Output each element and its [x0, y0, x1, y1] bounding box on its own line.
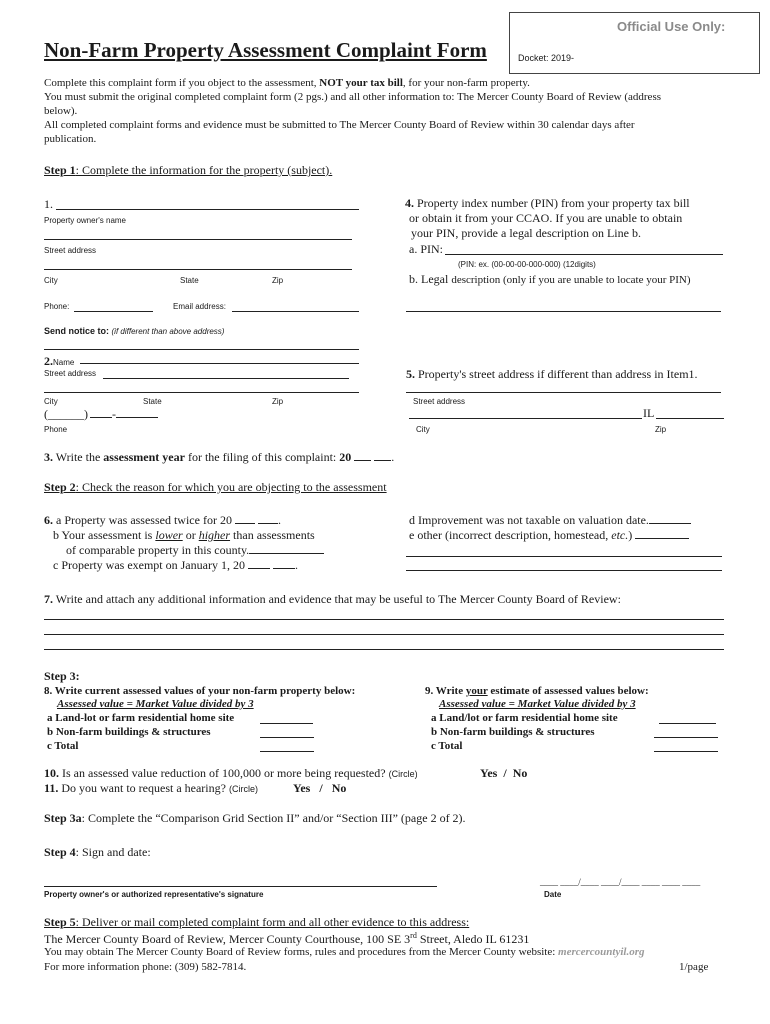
info-phone: For more information phone: (309) 582-7814. [44, 961, 247, 973]
property-street-label: Street address [413, 397, 466, 406]
item9-note: Assessed value = Market Value divided by 3 [439, 698, 636, 710]
pin-field[interactable] [445, 254, 723, 255]
item7-line-1[interactable] [44, 619, 724, 620]
owner-name-field[interactable] [56, 209, 359, 210]
date-label: Date [544, 890, 562, 899]
item9-total-label: c Total [431, 740, 463, 752]
official-use-title: Official Use Only: [617, 19, 726, 34]
item6-e-line-1[interactable] [406, 556, 722, 557]
docket-label: Docket: 2019- [518, 53, 575, 63]
item9-buildings-label: b Non-farm buildings & structures [431, 726, 595, 738]
property-state-il: IL [643, 406, 655, 420]
notice-name-field[interactable] [80, 363, 359, 364]
item8-total-field[interactable] [260, 751, 314, 752]
owner-city-label: City [44, 276, 58, 285]
notice-phone-area[interactable]: (______) [44, 407, 88, 421]
owner-name-label: Property owner's name [44, 216, 127, 225]
signature-field[interactable] [44, 886, 437, 887]
intro-line-1: Complete this complaint form if you object to the assessment, NOT your tax bill, for your non-farm property. [44, 77, 530, 89]
pin-example: (PIN: ex. (00-00-00-000-000) (12digits) [458, 260, 596, 269]
item4-line-2: or obtain it from your CCAO. If you are unable to obtain [409, 211, 683, 225]
property-street-field[interactable] [409, 418, 642, 419]
item6-b-cont: of comparable property in this county. [66, 543, 324, 558]
item9-total-field[interactable] [654, 751, 718, 752]
item9-land-label: a Land/lot or farm residential home site [431, 712, 618, 724]
item7-label: 7. Write and attach any additional information and evidence that may be useful to The Mercer County Board of Review: [44, 592, 621, 606]
send-notice-label: Send notice to: (if different than above address) [44, 326, 225, 336]
date-field[interactable]: ____ ____/____ ____/____ ____ ____ ____ [540, 877, 701, 887]
intro-line-4: All completed complaint forms and evidence must be submitted to The Mercer County Board of Review within 30 calendar days after [44, 119, 635, 131]
notice-zip-label: Zip [272, 397, 284, 406]
item6-a[interactable]: 6. a Property was assessed twice for 20 . [44, 513, 281, 527]
intro-line-2: You must submit the original completed complaint form (2 pgs.) and all other information to: The Mercer County Board of Review (address [44, 91, 662, 103]
item10-question: 10. Is an assessed value reduction of 100,000 or more being requested? (Circle) [44, 766, 418, 780]
item6-b[interactable]: b Your assessment is lower or higher than assessments [53, 528, 315, 542]
step1-heading: Step 1: Complete the information for the property (subject). [44, 163, 333, 177]
notice-city-field[interactable] [44, 392, 359, 393]
owner-city-state-zip-field[interactable] [44, 269, 352, 270]
notice-street-field[interactable] [103, 378, 349, 379]
owner-phone-label: Phone: [44, 302, 70, 311]
item9-land-field[interactable] [659, 723, 716, 724]
step5-heading: Step 5: Deliver or mail completed complaint form and all other evidence to this address: [44, 915, 470, 929]
item6-e-line-2[interactable] [406, 570, 722, 571]
notice-street-label: Street address [44, 369, 97, 378]
item11-question: 11. Do you want to request a hearing? (Circle) [44, 781, 258, 795]
signature-label: Property owner's or authorized representative's signature [44, 890, 264, 899]
item3-assessment-year: 3. Write the assessment year for the filing of this complaint: 20 . [44, 450, 395, 464]
step2-heading: Step 2: Check the reason for which you are objecting to the assessment [44, 480, 387, 494]
legal-description-field[interactable] [406, 311, 721, 312]
item8-land-label: a Land-lot or farm residential home site [47, 712, 235, 724]
step3-heading: Step 3: [44, 669, 80, 683]
item8-buildings-field[interactable] [260, 737, 314, 738]
item8-buildings-label: b Non-farm buildings & structures [47, 726, 211, 738]
notice-phone-label: Phone [44, 425, 68, 434]
owner-street-label: Street address [44, 246, 97, 255]
item4-line-1: 4. Property index number (PIN) from your property tax bill [405, 196, 690, 210]
send-notice-field[interactable] [44, 349, 359, 350]
item7-line-2[interactable] [44, 634, 724, 635]
item4-line-3: your PIN, provide a legal description on Line b. [411, 226, 641, 240]
owner-email-label: Email address: [173, 302, 226, 311]
item9-buildings-field[interactable] [654, 737, 718, 738]
owner-street-field[interactable] [44, 239, 352, 240]
page-title: Non-Farm Property Assessment Complaint Form [44, 38, 487, 62]
property-city-label: City [416, 425, 430, 434]
intro-line-5: publication. [44, 133, 97, 145]
item8-land-field[interactable] [260, 723, 313, 724]
item1-number: 1. [44, 197, 53, 211]
property-zip-field[interactable] [656, 418, 724, 419]
item11-yes-no[interactable]: Yes / No [293, 781, 347, 795]
property-zip-label: Zip [655, 425, 667, 434]
item8-total-label: c Total [47, 740, 79, 752]
notice-phone-number[interactable]: - [90, 407, 158, 422]
item9-label: 9. Write your estimate of assessed values below: [425, 685, 649, 697]
step4-heading: Step 4: Sign and date: [44, 845, 151, 859]
item8-label: 8. Write current assessed values of your non-farm property below: [44, 685, 356, 697]
website-line: You may obtain The Mercer County Board of Review forms, rules and procedures from the Mercer County website: mercercountyil.org [44, 946, 645, 958]
board-address: The Mercer County Board of Review, Mercer County Courthouse, 100 SE 3rd Street, Aledo IL 61231 [44, 931, 530, 946]
item10-yes-no[interactable]: Yes / No [480, 766, 528, 780]
notice-state-label: State [143, 397, 162, 406]
intro-line-3: below). [44, 105, 78, 117]
item5-label: 5. Property's street address if different than address in Item1. [406, 367, 698, 381]
owner-phone-field[interactable] [74, 311, 153, 312]
page-number: 1/page [679, 961, 709, 973]
owner-zip-label: Zip [272, 276, 284, 285]
pin-label: a. PIN: [409, 242, 443, 256]
website-link[interactable]: mercercountyil.org [558, 946, 645, 958]
item6-e[interactable]: e other (incorrect description, homestead, etc.) [409, 528, 689, 543]
step3a-heading: Step 3a: Complete the “Comparison Grid Section II” and/or “Section III” (page 2 of 2). [44, 811, 466, 825]
owner-state-label: State [180, 276, 199, 285]
item7-line-3[interactable] [44, 649, 724, 650]
item6-c[interactable]: c Property was exempt on January 1, 20 . [53, 558, 298, 572]
owner-email-field[interactable] [232, 311, 359, 312]
legal-description-label: b. Legal description (only if you are unable to locate your PIN) [409, 272, 691, 286]
item6-d[interactable]: d Improvement was not taxable on valuation date. [409, 513, 691, 528]
property-street-line[interactable] [406, 392, 721, 393]
item2-name-row: 2.Name [44, 354, 75, 368]
notice-city-label: City [44, 397, 58, 406]
item8-note: Assessed value = Market Value divided by 3 [57, 698, 254, 710]
